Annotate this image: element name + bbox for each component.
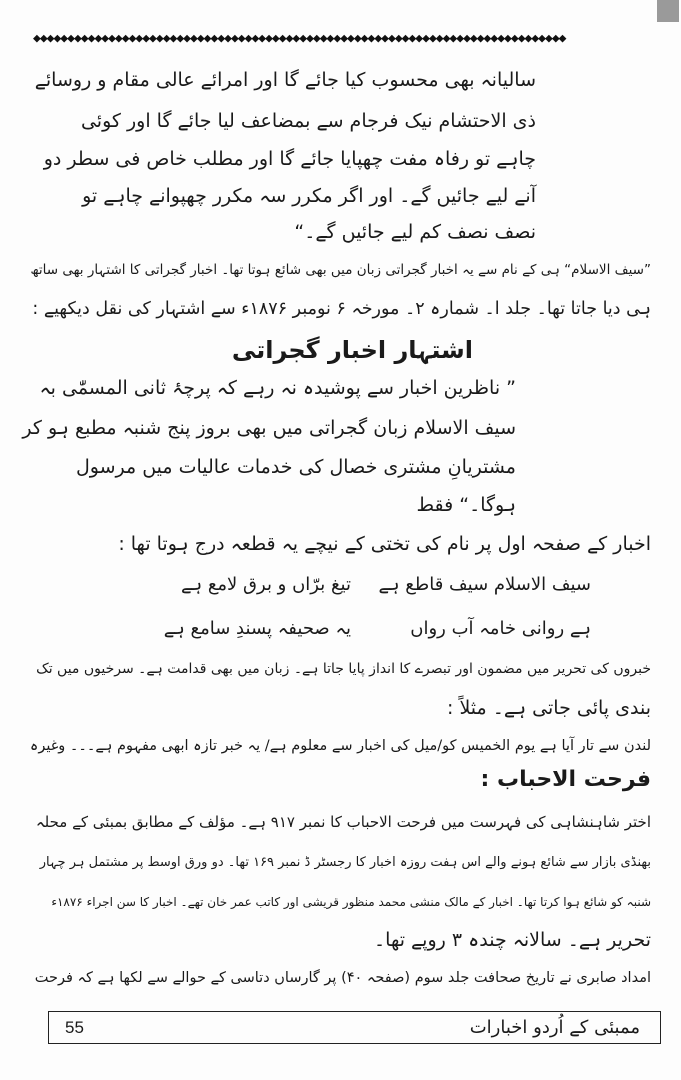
para1-line-2: ہی دیا جاتا تھا۔ جلد ا۔ شمارہ ۲۔ مورخہ ۶ نومبر ۱۸۷۶ء سے اشتہار کی نقل دیکھیے : — [32, 299, 651, 319]
para4-line-3: شنبہ کو شائع ہوا کرتا تھا۔ اخبار کے مالک منشی محمد منظور قریشی اور کاتب عمر خان تھے۔ اخبار کا سن اجراء ۱۸۷۶ء — [51, 895, 651, 909]
intro-quote-line-3: چاہے تو رفاہ مفت چھپایا جائے گا اور مطلب خاص فی سطر دو — [43, 148, 536, 170]
running-title: ممبئی کے اُردو اخبارات — [469, 1017, 640, 1038]
ad-quote-line-4: ہوگا۔“ فقط — [416, 494, 516, 516]
ad-heading: اشتہار اخبار گجراتی — [231, 336, 473, 364]
ad-quote-line-2: سیف الاسلام زبان گجراتی میں بھی بروز پنج شنبہ مطبع ہو کر — [22, 417, 516, 439]
para3-line-3: لندن سے تار آیا ہے یوم الخمیس کو/میل کی اخبار سے معلوم ہے/ یہ خبر تازہ ابھی مفہوم ہے۔۔۔ وغیرہ — [29, 738, 651, 754]
ad-quote-line-1: ” ناظرین اخبار سے پوشیدہ نہ رہے کہ پرچۂ ثانی المسمّٰی بہ — [39, 377, 516, 399]
page-number: 55 — [65, 1018, 84, 1037]
para4-line-1: اختر شاہنشاہی کی فہرست میں فرحت الاحباب کا نمبر ۹۱۷ ہے۔ مؤلف کے مطابق بمبئی کے محلہ — [35, 813, 651, 831]
para2-line: اخبار کے صفحہ اول پر نام کی تختی کے نیچے یہ قطعہ درج ہوتا تھا : — [118, 533, 651, 555]
verse-1-left: تیغ برّاں و برق لامع ہے — [181, 574, 351, 595]
intro-quote-line-5: نصف نصف کم لیے جائیں گے۔“ — [294, 221, 536, 243]
ad-quote-line-3: مشتریانِ مشتری خصال کی خدمات عالیات میں مرسول — [75, 456, 516, 478]
para4-line-5: امداد صابری نے تاریخ صحافت جلد سوم (صفحہ ۴۰) پر گارساں دتاسی کے حوالے سے لکھا ہے کہ فرحت — [34, 970, 651, 986]
intro-quote-line-4: آنے لیے جائیں گے۔ اور اگر مکرر سہ مکرر چھپوانے چاہے تو — [82, 185, 536, 207]
scan-corner-mark — [657, 0, 679, 22]
verse-1-right: سیف الاسلام سیف قاطع ہے — [378, 574, 591, 595]
decorative-top-rule: ◆◆◆◆◆◆◆◆◆◆◆◆◆◆◆◆◆◆◆◆◆◆◆◆◆◆◆◆◆◆◆◆◆◆◆◆◆◆◆◆◆◆◆◆◆◆◆◆◆◆◆◆◆◆◆◆◆◆◆◆◆◆◆◆◆◆◆◆◆◆◆◆◆◆◆◆◆◆ — [33, 31, 566, 46]
para4-line-2: بھنڈی بازار سے شائع ہونے والے اس ہفت روزہ اخبار کا رجسٹر ڈ نمبر ۱۶۹ تھا۔ دو ورق اوسط پر مشتمل ہر چہار — [39, 855, 651, 870]
para3-line-2: بندی پائی جاتی ہے۔ مثلاً : — [447, 697, 651, 719]
intro-quote-line-1: سالیانہ بھی محسوب کیا جائے گا اور امرائے عالی مقام و روسائے — [34, 69, 536, 91]
verse-2-left: یہ صحیفہ پسندِ سامع ہے — [163, 618, 351, 639]
para3-line-1: خبروں کی تحریر میں مضمون اور تبصرے کا انداز پایا جاتا ہے۔ زبان میں بھی قدامت ہے۔ سرخیوں میں تک — [36, 661, 651, 677]
intro-quote-line-2: ذی الاحتشام نیک فرجام سے بمضاعف لیا جائے گا اور کوئی — [80, 110, 536, 132]
farhat-heading: فرحت الاحباب : — [480, 767, 651, 792]
para1-line-1: ”سیف الاسلام“ ہی کے نام سے یہ اخبار گجراتی زبان میں بھی شائع ہوتا تھا۔ اخبار گجراتی کا اشتہار بھی ساتھ — [30, 262, 651, 278]
verse-2-right: ہے روانی خامہ آب رواں — [410, 618, 591, 639]
para4-line-4: تحریر ہے۔ سالانہ چندہ ۳ روپے تھا۔ — [374, 929, 651, 951]
page-footer — [48, 1011, 661, 1044]
